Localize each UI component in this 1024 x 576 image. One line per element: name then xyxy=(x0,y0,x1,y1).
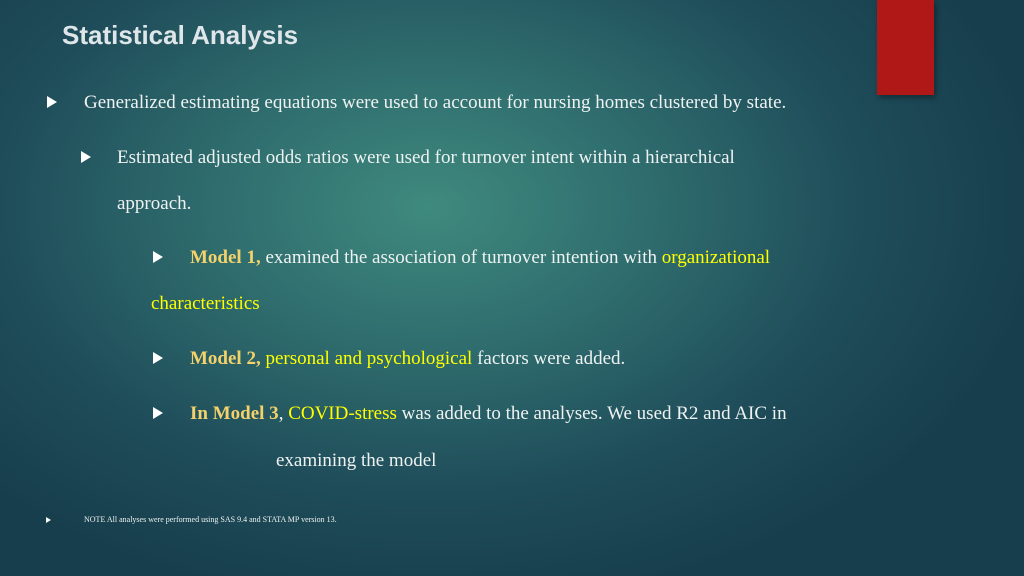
model-3-label: In Model 3 xyxy=(190,403,279,424)
model-3-highlight: COVID-stress xyxy=(283,403,397,424)
bullet-model-3 xyxy=(190,404,787,423)
bullet-triangle-icon xyxy=(81,151,91,163)
model-1-highlight-cont: characteristics xyxy=(151,293,260,314)
model-1-highlight: organizational xyxy=(661,247,771,268)
bullet-triangle-icon xyxy=(46,517,51,523)
model-3-text-cont: examining the model xyxy=(276,450,437,471)
model-2-label: Model 2, xyxy=(190,348,261,369)
bullet-odds-ratios-cont: approach. xyxy=(117,193,192,214)
bullet-triangle-icon xyxy=(153,407,163,419)
model-1-text: examined the association of turnover intention with xyxy=(260,247,662,268)
model-3-text: was added to the analyses. We used R2 and AIC in xyxy=(396,403,787,424)
bullet-odds-ratios: Estimated adjusted odds ratios were used for turnover intent within a hierarchical xyxy=(117,147,735,168)
footnote: NOTE All analyses were performed using SAS 9.4 and STATA MP version 13. xyxy=(84,515,337,524)
bullet-model-1 xyxy=(190,248,770,267)
model-3-comma: , xyxy=(278,403,284,424)
model-2-text: factors were added. xyxy=(472,348,626,369)
bullet-gee: Generalized estimating equations were used to account for nursing homes clustered by state. xyxy=(84,92,787,113)
model-2-highlight: personal and psychological xyxy=(260,348,473,369)
red-accent-bar xyxy=(877,0,934,95)
slide-title: Statistical Analysis xyxy=(62,20,299,50)
model-1-label: Model 1, xyxy=(190,247,261,268)
bullet-triangle-icon xyxy=(47,96,57,108)
bullet-model-2 xyxy=(190,349,625,368)
bullet-triangle-icon xyxy=(153,352,163,364)
bullet-triangle-icon xyxy=(153,251,163,263)
